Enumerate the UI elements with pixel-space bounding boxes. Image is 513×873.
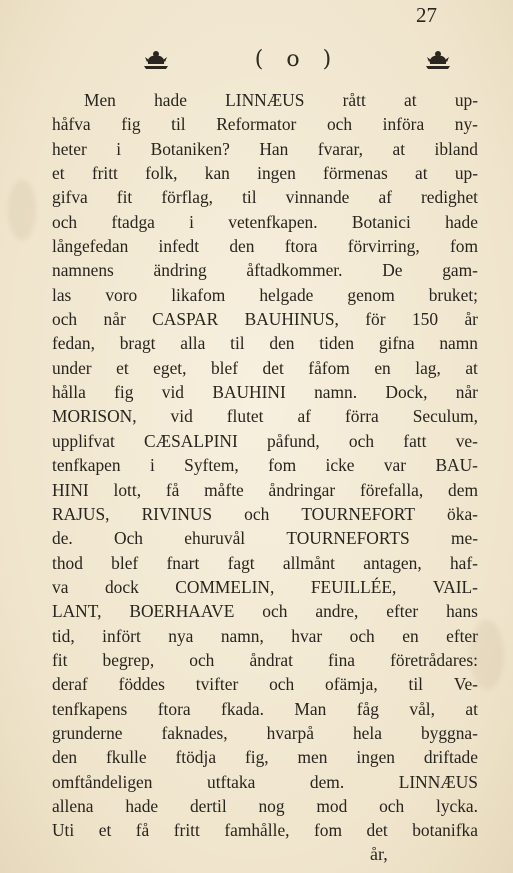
text-line: upplifvat CÆSALPINI påfund, och fatt ve- [52,430,478,451]
text-line: fedan, bragt alla til den tiden gifna namn [52,333,478,354]
text-line: den fkulle ftödja fig, men ingen driftade [52,747,478,768]
text-line: och når CASPAR BAUHINUS, för 150 år [52,309,478,330]
text-line: MORISON, vid flutet af förra Seculum, [52,406,478,427]
text-line: allena hade dertil nog mod och lycka. [52,795,478,816]
header-center-mark: ( o ) [254,46,340,72]
text-line: omftåndeligen utftaka dem. LINNÆUS [52,771,478,792]
body-text [52,88,478,843]
text-line: under et eget, blef det fåfom en lag, at [52,357,478,378]
page-header [142,42,452,76]
text-line: de. Och ehuruvål TOURNEFORTS me- [52,528,478,549]
text-line: grunderne faknades, hvarpå hela byggna- [52,722,478,743]
catchword: år, [370,844,388,864]
text-line: Men hade LINNÆUS rått at up- [84,90,478,110]
text-line: tid, infört nya namn, hvar och en efter [52,625,478,646]
text-line: namnens ändring åftadkommer. De gam- [52,260,478,281]
printer-ornament-icon [142,48,170,70]
text-line: tenfkapens ftora fkada. Man fåg vål, at [52,698,478,719]
text-line: gifva fit förflag, til vinnande af redighet [52,187,478,208]
text-line: LANT, BOERHAAVE och andre, efter hans [52,601,478,622]
text-line: tenfkapen i Syftem, fom icke var BAU- [52,455,478,476]
text-line: fit begrep, och åndrat fina företrådares: [52,649,478,670]
paper-stain [8,180,36,240]
text-line: thod blef fnart fagt allmånt antagen, haf- [52,552,478,573]
text-line: och ftadga i vetenfkapen. Botanici hade [52,211,478,232]
printer-ornament-icon [424,48,452,70]
text-line: heter i Botaniken? Han fvarar, at ibland [52,138,478,159]
page-number: 27 [416,3,437,27]
text-line: långefedan infedt den ftora förvirring, fom [52,236,478,257]
text-line: RAJUS, RIVINUS och TOURNEFORT öka- [52,503,478,524]
text-line: HINI lott, få måfte åndringar förefalla, dem [52,479,478,500]
text-line: hålla fig vid BAUHINI namn. Dock, når [52,382,478,403]
text-line: håfva fig til Reformator och införa ny- [52,114,478,135]
text-line: deraf föddes tvifter och ofämja, til Ve- [52,674,478,695]
text-line: Uti et få fritt famhålle, fom det botanifka [52,820,478,841]
text-line: et fritt folk, kan ingen förmenas at up- [52,163,478,184]
text-line: las voro likafom helgade genom bruket; [52,284,478,305]
text-line: va dock COMMELIN, FEUILLÉE, VAIL- [52,576,478,597]
